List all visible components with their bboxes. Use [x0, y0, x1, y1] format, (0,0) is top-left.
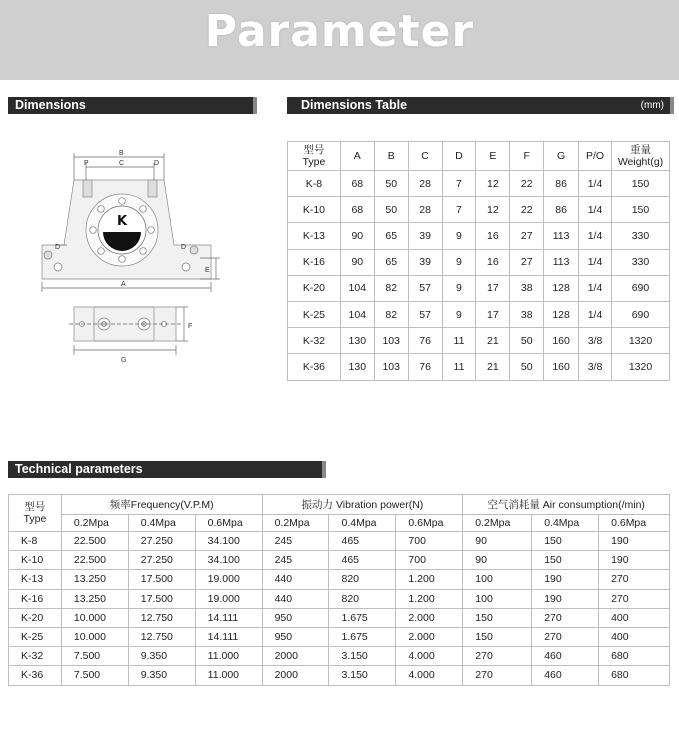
technical-section-title: Technical parameters — [15, 462, 143, 476]
value-cell: 440 — [262, 570, 329, 589]
pressure-header: 0.4Mpa — [532, 515, 599, 532]
value-cell: 1/4 — [579, 275, 612, 301]
value-cell: 190 — [599, 551, 670, 570]
model-cell: K-36 — [9, 666, 62, 685]
value-cell: 34.100 — [195, 532, 262, 551]
drawing-label-c: C — [119, 160, 125, 167]
value-cell: 27 — [510, 249, 544, 275]
value-cell: 27.250 — [128, 532, 195, 551]
column-header: C — [408, 142, 442, 171]
value-cell: 270 — [463, 647, 532, 666]
value-cell: 150 — [532, 551, 599, 570]
value-cell: 3/8 — [579, 328, 612, 354]
value-cell: 10.000 — [61, 627, 128, 646]
value-cell: 150 — [611, 171, 669, 197]
value-cell: 68 — [340, 171, 374, 197]
value-cell: 3.150 — [329, 647, 396, 666]
type-header-cn: 型号 — [303, 144, 325, 156]
value-cell: 104 — [340, 301, 374, 327]
value-cell: 400 — [599, 627, 670, 646]
value-cell: 7.500 — [61, 666, 128, 685]
value-cell: 12.750 — [128, 627, 195, 646]
value-cell: 17 — [476, 275, 510, 301]
value-cell: 103 — [374, 328, 408, 354]
frequency-group-header: 频率Frequency(V.P.M) — [61, 495, 262, 515]
pressure-header: 0.4Mpa — [128, 515, 195, 532]
value-cell: 12 — [476, 171, 510, 197]
value-cell: 950 — [262, 608, 329, 627]
value-cell: 245 — [262, 532, 329, 551]
dimensions-table-row — [288, 354, 670, 380]
model-cell: K-16 — [9, 589, 62, 608]
dimensions-section-title: Dimensions — [15, 98, 86, 112]
column-header: F — [510, 142, 544, 171]
drawing-label-d-right: D — [181, 244, 187, 251]
drawing-label-a: A — [121, 281, 126, 288]
value-cell: 1/4 — [579, 223, 612, 249]
pressure-header: 0.2Mpa — [463, 515, 532, 532]
pressure-header: 0.4Mpa — [329, 515, 396, 532]
value-cell: 3.150 — [329, 666, 396, 685]
value-cell: 4.000 — [396, 666, 463, 685]
value-cell: 9 — [442, 223, 476, 249]
model-cell: K-32 — [9, 647, 62, 666]
value-cell: 113 — [544, 223, 579, 249]
value-cell: 11 — [442, 328, 476, 354]
value-cell: 330 — [611, 223, 669, 249]
value-cell: 820 — [329, 589, 396, 608]
technical-table-row — [9, 532, 670, 551]
drawing-label-d-left: D — [55, 244, 61, 251]
value-cell: 190 — [532, 589, 599, 608]
value-cell: 460 — [532, 666, 599, 685]
model-cell: K-36 — [288, 354, 341, 380]
value-cell: 1.675 — [329, 627, 396, 646]
tech-type-header-cell — [9, 495, 62, 532]
dimensions-table-row — [288, 275, 670, 301]
column-header: D — [442, 142, 476, 171]
value-cell: 103 — [374, 354, 408, 380]
value-cell: 12 — [476, 197, 510, 223]
technical-table-row — [9, 551, 670, 570]
value-cell: 10.000 — [61, 608, 128, 627]
value-cell: 700 — [396, 551, 463, 570]
tech-type-header-en: Type — [23, 513, 47, 525]
value-cell: 50 — [374, 171, 408, 197]
model-cell: K-8 — [288, 171, 341, 197]
value-cell: 690 — [611, 275, 669, 301]
dimensions-table-header — [288, 142, 670, 171]
value-cell: 90 — [340, 249, 374, 275]
technical-table-row — [9, 627, 670, 646]
value-cell: 27.250 — [128, 551, 195, 570]
value-cell: 90 — [463, 551, 532, 570]
value-cell: 57 — [408, 275, 442, 301]
value-cell: 1/4 — [579, 171, 612, 197]
column-header: E — [476, 142, 510, 171]
page-title: Parameter — [204, 6, 475, 57]
pressure-header: 0.2Mpa — [262, 515, 329, 532]
value-cell: 28 — [408, 171, 442, 197]
value-cell: 7 — [442, 197, 476, 223]
value-cell: 38 — [510, 275, 544, 301]
value-cell: 2.000 — [396, 608, 463, 627]
drawing-label-f: F — [188, 323, 193, 330]
model-cell: K-20 — [288, 275, 341, 301]
value-cell: 16 — [476, 223, 510, 249]
dimensions-table-row — [288, 171, 670, 197]
value-cell: 700 — [396, 532, 463, 551]
value-cell: 86 — [544, 197, 579, 223]
value-cell: 22.500 — [61, 551, 128, 570]
value-cell: 3/8 — [579, 354, 612, 380]
value-cell: 9 — [442, 275, 476, 301]
technical-table-group-header — [9, 495, 670, 515]
value-cell: 11.000 — [195, 666, 262, 685]
value-cell: 76 — [408, 328, 442, 354]
dimension-drawing — [36, 145, 226, 375]
model-cell: K-8 — [9, 532, 62, 551]
value-cell: 1/4 — [579, 197, 612, 223]
value-cell: 2.000 — [396, 627, 463, 646]
value-cell: 160 — [544, 354, 579, 380]
value-cell: 14.111 — [195, 608, 262, 627]
value-cell: 9 — [442, 301, 476, 327]
value-cell: 39 — [408, 223, 442, 249]
column-header: G — [544, 142, 579, 171]
value-cell: 690 — [611, 301, 669, 327]
drawing-center-letter: K — [116, 214, 128, 229]
value-cell: 270 — [463, 666, 532, 685]
dimensions-table-row — [288, 328, 670, 354]
drawing-label-d-top: D — [154, 160, 160, 167]
type-header-cell — [288, 142, 341, 171]
vibration-power-group-header: 振动力 Vibration power(N) — [262, 495, 463, 515]
value-cell: 13.250 — [61, 589, 128, 608]
value-cell: 4.000 — [396, 647, 463, 666]
value-cell: 17.500 — [128, 589, 195, 608]
drawing-label-b: B — [119, 150, 124, 157]
value-cell: 400 — [599, 608, 670, 627]
value-cell: 2000 — [262, 666, 329, 685]
dimensions-table-row — [288, 301, 670, 327]
column-header: A — [340, 142, 374, 171]
value-cell: 11 — [442, 354, 476, 380]
value-cell: 245 — [262, 551, 329, 570]
value-cell: 1.200 — [396, 589, 463, 608]
value-cell: 16 — [476, 249, 510, 275]
value-cell: 100 — [463, 570, 532, 589]
value-cell: 82 — [374, 301, 408, 327]
value-cell: 128 — [544, 275, 579, 301]
value-cell: 460 — [532, 647, 599, 666]
model-cell: K-13 — [9, 570, 62, 589]
value-cell: 1.675 — [329, 608, 396, 627]
weight-header-en: Weight(g) — [617, 156, 664, 168]
value-cell: 22 — [510, 197, 544, 223]
dimensions-table-unit: (mm) — [640, 100, 664, 111]
value-cell: 680 — [599, 666, 670, 685]
value-cell: 270 — [599, 570, 670, 589]
weight-header-cell — [611, 142, 669, 171]
value-cell: 1320 — [611, 354, 669, 380]
value-cell: 21 — [476, 328, 510, 354]
value-cell: 14.111 — [195, 627, 262, 646]
value-cell: 130 — [340, 354, 374, 380]
tech-type-header-cn: 型号 — [24, 501, 46, 513]
value-cell: 270 — [532, 608, 599, 627]
banner — [0, 0, 679, 80]
drawing-label-e: E — [205, 267, 210, 274]
value-cell: 1.200 — [396, 570, 463, 589]
value-cell: 440 — [262, 589, 329, 608]
value-cell: 65 — [374, 249, 408, 275]
value-cell: 50 — [510, 354, 544, 380]
model-cell: K-10 — [288, 197, 341, 223]
value-cell: 38 — [510, 301, 544, 327]
value-cell: 7 — [442, 171, 476, 197]
dimensions-table-section-header — [287, 97, 670, 114]
value-cell: 19.000 — [195, 570, 262, 589]
value-cell: 50 — [374, 197, 408, 223]
value-cell: 17.500 — [128, 570, 195, 589]
model-cell: K-10 — [9, 551, 62, 570]
technical-parameters-table — [8, 494, 670, 686]
value-cell: 65 — [374, 223, 408, 249]
technical-table-row — [9, 570, 670, 589]
value-cell: 113 — [544, 249, 579, 275]
value-cell: 82 — [374, 275, 408, 301]
value-cell: 11.000 — [195, 647, 262, 666]
value-cell: 150 — [611, 197, 669, 223]
value-cell: 28 — [408, 197, 442, 223]
dimensions-table-row — [288, 223, 670, 249]
model-cell: K-25 — [288, 301, 341, 327]
value-cell: 57 — [408, 301, 442, 327]
value-cell: 128 — [544, 301, 579, 327]
dimensions-table-row — [288, 249, 670, 275]
pressure-header: 0.6Mpa — [396, 515, 463, 532]
value-cell: 76 — [408, 354, 442, 380]
value-cell: 150 — [463, 627, 532, 646]
value-cell: 680 — [599, 647, 670, 666]
value-cell: 465 — [329, 551, 396, 570]
value-cell: 100 — [463, 589, 532, 608]
column-header: P/O — [579, 142, 612, 171]
technical-table-row — [9, 608, 670, 627]
model-cell: K-16 — [288, 249, 341, 275]
model-cell: K-13 — [288, 223, 341, 249]
value-cell: 270 — [532, 627, 599, 646]
value-cell: 22 — [510, 171, 544, 197]
value-cell: 190 — [532, 570, 599, 589]
value-cell: 190 — [599, 532, 670, 551]
value-cell: 9.350 — [128, 666, 195, 685]
column-header: B — [374, 142, 408, 171]
value-cell: 7.500 — [61, 647, 128, 666]
pressure-header: 0.2Mpa — [61, 515, 128, 532]
technical-section-header — [8, 461, 322, 478]
value-cell: 104 — [340, 275, 374, 301]
value-cell: 2000 — [262, 647, 329, 666]
drawing-label-p: P — [84, 160, 89, 167]
value-cell: 1/4 — [579, 301, 612, 327]
value-cell: 9 — [442, 249, 476, 275]
value-cell: 1/4 — [579, 249, 612, 275]
value-cell: 820 — [329, 570, 396, 589]
technical-table-row — [9, 647, 670, 666]
value-cell: 270 — [599, 589, 670, 608]
model-cell: K-25 — [9, 627, 62, 646]
value-cell: 90 — [340, 223, 374, 249]
pressure-header: 0.6Mpa — [599, 515, 670, 532]
dimensions-table — [287, 141, 670, 381]
dimensions-table-section-title: Dimensions Table — [301, 98, 408, 112]
value-cell: 330 — [611, 249, 669, 275]
value-cell: 86 — [544, 171, 579, 197]
value-cell: 150 — [463, 608, 532, 627]
model-cell: K-20 — [9, 608, 62, 627]
value-cell: 22.500 — [61, 532, 128, 551]
model-cell: K-32 — [288, 328, 341, 354]
technical-table-row — [9, 589, 670, 608]
weight-header-cn: 重量 — [629, 144, 651, 156]
value-cell: 50 — [510, 328, 544, 354]
value-cell: 13.250 — [61, 570, 128, 589]
value-cell: 68 — [340, 197, 374, 223]
drawing-label-g: G — [121, 357, 127, 364]
value-cell: 90 — [463, 532, 532, 551]
dimensions-table-row — [288, 197, 670, 223]
type-header-en: Type — [302, 156, 326, 168]
technical-table-pressure-header — [9, 515, 670, 532]
value-cell: 12.750 — [128, 608, 195, 627]
value-cell: 160 — [544, 328, 579, 354]
value-cell: 950 — [262, 627, 329, 646]
technical-table-row — [9, 666, 670, 685]
value-cell: 130 — [340, 328, 374, 354]
value-cell: 17 — [476, 301, 510, 327]
value-cell: 150 — [532, 532, 599, 551]
value-cell: 27 — [510, 223, 544, 249]
value-cell: 34.100 — [195, 551, 262, 570]
value-cell: 19.000 — [195, 589, 262, 608]
dimensions-section-header — [8, 97, 253, 114]
value-cell: 9.350 — [128, 647, 195, 666]
value-cell: 465 — [329, 532, 396, 551]
value-cell: 1320 — [611, 328, 669, 354]
value-cell: 21 — [476, 354, 510, 380]
air-consumption-group-header: 空气消耗量 Air consumption(/min) — [463, 495, 670, 515]
value-cell: 39 — [408, 249, 442, 275]
pressure-header: 0.6Mpa — [195, 515, 262, 532]
